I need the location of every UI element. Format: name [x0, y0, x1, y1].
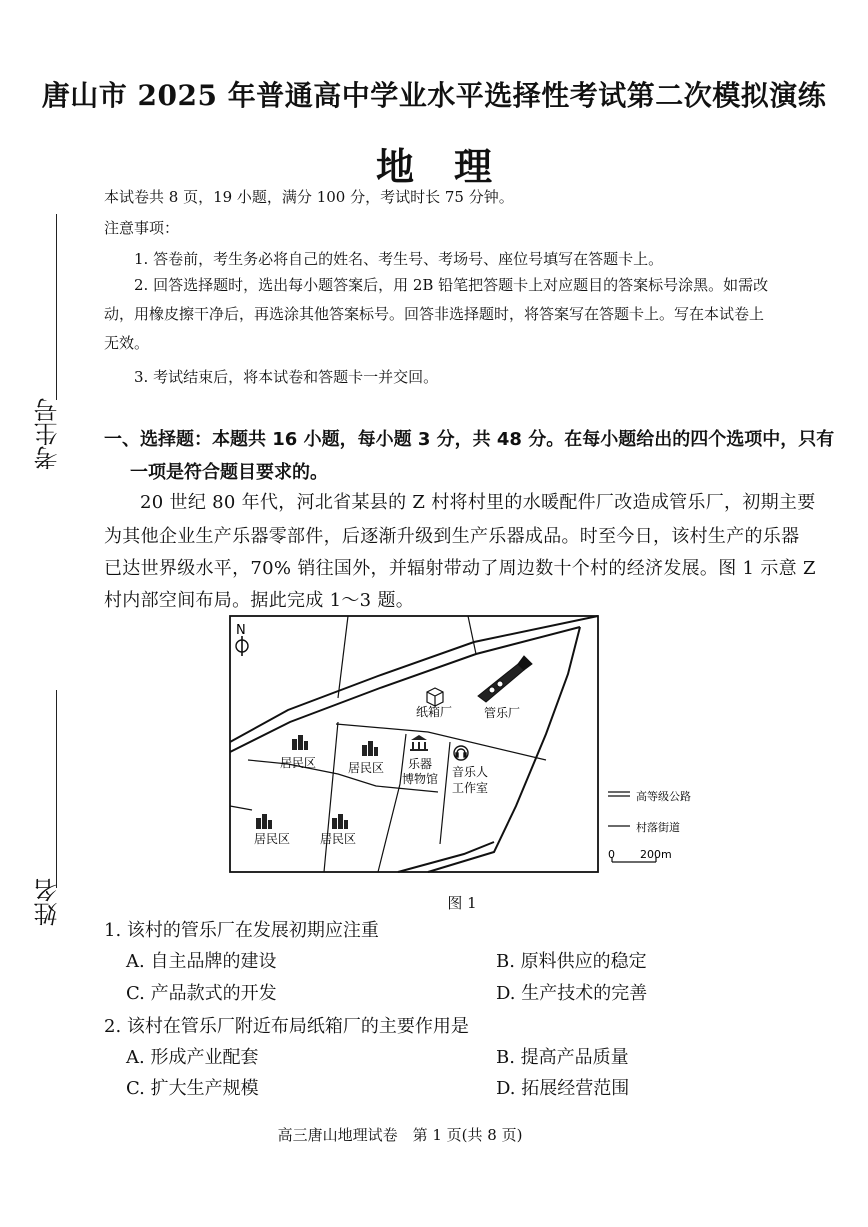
- passage-line-3: 已达世界级水平，70% 销往国外，并辐射带动了周边数十个村的经济发展。图 1 示意 Z: [104, 558, 816, 579]
- label-museum-line1: 乐器: [408, 757, 433, 771]
- notice-item-2-line1: 2. 回答选择题时，选出每小题答案后，用 2B 铅笔把答题卡上对应题目的答案标号涂黑。如需改: [134, 276, 769, 294]
- residential-building-icon: [292, 735, 308, 750]
- name-line: [56, 690, 57, 888]
- label-studio-line1: 音乐人: [452, 765, 489, 779]
- label-residential-4: 居民区: [320, 832, 357, 846]
- label-carton-factory: 纸箱厂: [416, 705, 453, 719]
- question-1-option-a: A. 自主品牌的建设: [126, 951, 277, 972]
- label-wind-instrument-factory: 管乐厂: [484, 706, 521, 720]
- residential-building-icon: [256, 814, 272, 829]
- north-label: N: [236, 623, 246, 638]
- notice-item-3: 3. 考试结束后，将本试卷和答题卡一并交回。: [134, 368, 439, 386]
- question-2-option-a: A. 形成产业配套: [126, 1047, 259, 1068]
- name-label: 姓名: [34, 878, 62, 926]
- notice-item-1: 1. 答卷前，考生务必将自己的姓名、考生号、考场号、座位号填写在答题卡上。: [134, 250, 664, 268]
- question-1-stem: 1. 该村的管乐厂在发展初期应注重: [104, 920, 379, 941]
- question-2-stem: 2. 该村在管乐厂附近布局纸箱厂的主要作用是: [104, 1016, 469, 1037]
- north-arrow-icon: [236, 636, 248, 656]
- subject-title: 地理: [375, 144, 532, 189]
- label-residential-2: 居民区: [348, 761, 385, 775]
- student-id-line: [56, 214, 57, 400]
- section-heading-line2: 一项是符合题目要求的。: [130, 462, 328, 483]
- question-1-option-b: B. 原料供应的稳定: [496, 951, 647, 972]
- passage-line-1: 20 世纪 80 年代，河北省某县的 Z 村将村里的水暖配件厂改造成管乐厂，初期主要: [140, 492, 816, 513]
- notice-item-2-line2: 动，用橡皮擦干净后，再选涂其他答案标号。回答非选择题时，将答案写在答题卡上。写在本试卷上: [104, 305, 765, 323]
- passage-line-4: 村内部空间布局。据此完成 1～3 题。: [104, 590, 415, 611]
- question-1-option-d: D. 生产技术的完善: [496, 983, 648, 1004]
- student-id-label: 考生号: [34, 398, 62, 470]
- legend-highway-label: 高等级公路: [636, 790, 691, 803]
- figure-caption: 图 1: [447, 894, 477, 912]
- page-footer: 高三唐山地理试卷 第 1 页(共 8 页): [277, 1126, 523, 1144]
- notice-title: 注意事项：: [104, 219, 180, 237]
- village-layout-map: [228, 614, 708, 876]
- trumpet-icon: [478, 656, 532, 702]
- page-title: 唐山市 2025 年普通高中学业水平选择性考试第二次模拟演练: [41, 79, 827, 112]
- notice-item-2-line3: 无效。: [104, 334, 150, 352]
- section-heading-line1: 一、选择题：本题共 16 小题，每小题 3 分，共 48 分。在每小题给出的四个选项中，只有: [104, 429, 835, 450]
- scale-zero: 0: [608, 848, 615, 861]
- question-2-option-c: C. 扩大生产规模: [126, 1078, 259, 1099]
- legend-highway: [608, 792, 630, 796]
- label-residential-1: 居民区: [280, 756, 317, 770]
- label-studio-line2: 工作室: [452, 781, 489, 795]
- residential-building-icon: [362, 741, 378, 756]
- question-2-option-d: D. 拓展经营范围: [496, 1078, 630, 1099]
- museum-icon: [410, 735, 428, 751]
- passage-line-2: 为其他企业生产乐器零部件，后逐渐升级到生产乐器成品。时至今日，该村生产的乐器: [104, 526, 800, 547]
- scale-200m: 200m: [640, 848, 672, 861]
- residential-building-icon: [332, 814, 348, 829]
- label-residential-3: 居民区: [254, 832, 291, 846]
- legend-street-label: 村落街道: [636, 821, 680, 834]
- music-studio-icon: [454, 746, 468, 760]
- question-2-option-b: B. 提高产品质量: [496, 1047, 629, 1068]
- carton-factory-icon: [427, 688, 443, 706]
- exam-intro: 本试卷共 8 页，19 小题，满分 100 分，考试时长 75 分钟。: [104, 188, 514, 206]
- question-1-option-c: C. 产品款式的开发: [126, 983, 277, 1004]
- label-museum-line2: 博物馆: [402, 772, 439, 786]
